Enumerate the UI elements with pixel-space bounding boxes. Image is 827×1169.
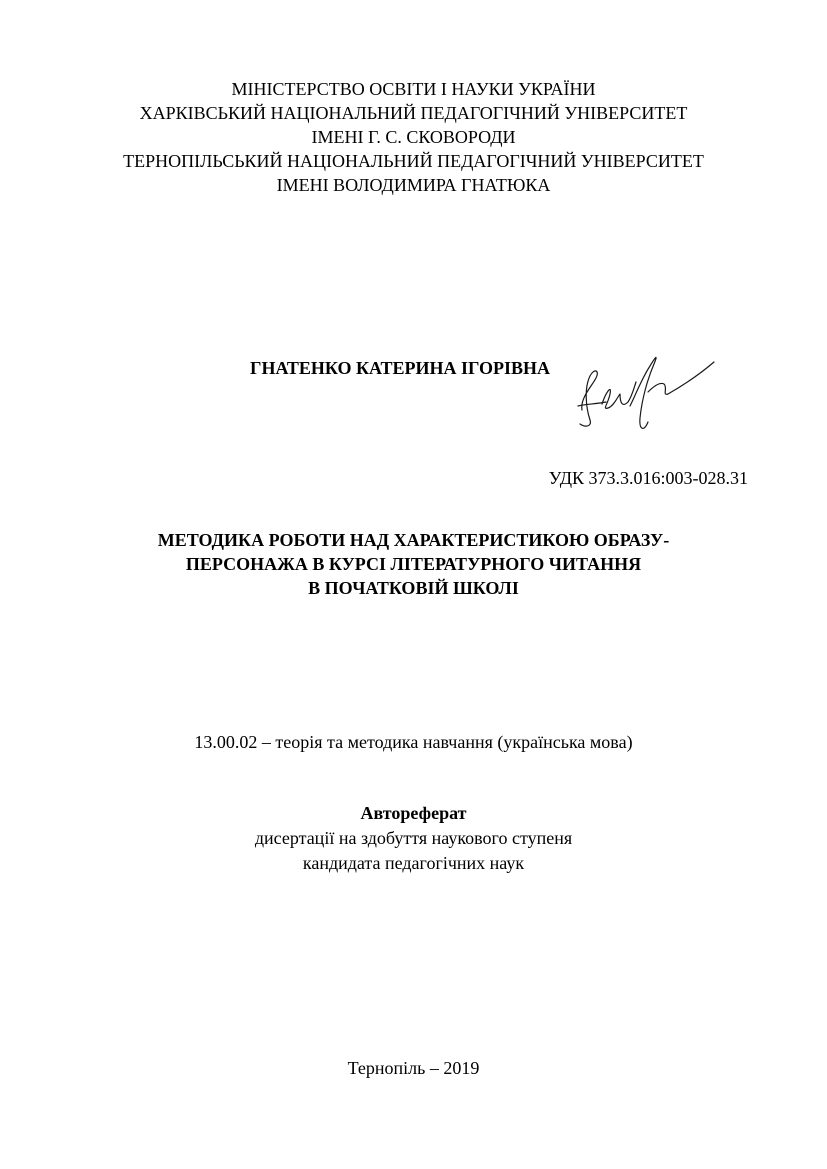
abstract-line-2: кандидата педагогічних наук [302, 853, 525, 873]
institution-line-kharkiv-name: ІМЕНІ Г. С. СКОВОРОДИ [311, 127, 516, 147]
institution-line-ternopil-name: ІМЕНІ ВОЛОДИМИРА ГНАТЮКА [276, 175, 551, 195]
institution-line-ternopil: ТЕРНОПІЛЬСЬКИЙ НАЦІОНАЛЬНИЙ ПЕДАГОГІЧНИЙ УНІВЕРСИТЕТ [123, 151, 704, 171]
title-line-2: ПЕРСОНАЖА В КУРСІ ЛІТЕРАТУРНОГО ЧИТАННЯ [185, 554, 642, 574]
udk-code: УДК 373.3.016:003-028.31 [548, 468, 748, 488]
dissertation-title [0, 528, 827, 600]
institution-line-ministry: МІНІСТЕРСТВО ОСВІТИ І НАУКИ УКРАЇНИ [231, 79, 596, 99]
handwritten-signature [572, 348, 722, 438]
specialty-code: 13.00.02 – теорія та методика навчання (українська мова) [194, 732, 633, 752]
abstract-block [0, 801, 827, 876]
abstract-line-1: дисертації на здобуття наукового ступеня [254, 828, 573, 848]
title-line-1: МЕТОДИКА РОБОТИ НАД ХАРАКТЕРИСТИКОЮ ОБРАЗУ- [157, 530, 670, 550]
title-line-3: В ПОЧАТКОВІЙ ШКОЛІ [308, 578, 519, 598]
author-name: ГНАТЕНКО КАТЕРИНА ІГОРІВНА [250, 358, 550, 378]
city-year: Тернопіль – 2019 [347, 1058, 480, 1078]
abstract-heading: Автореферат [360, 803, 467, 823]
institution-line-kharkiv: ХАРКІВСЬКИЙ НАЦІОНАЛЬНИЙ ПЕДАГОГІЧНИЙ УНІВЕРСИТЕТ [139, 103, 688, 123]
institutions-block [0, 77, 827, 197]
